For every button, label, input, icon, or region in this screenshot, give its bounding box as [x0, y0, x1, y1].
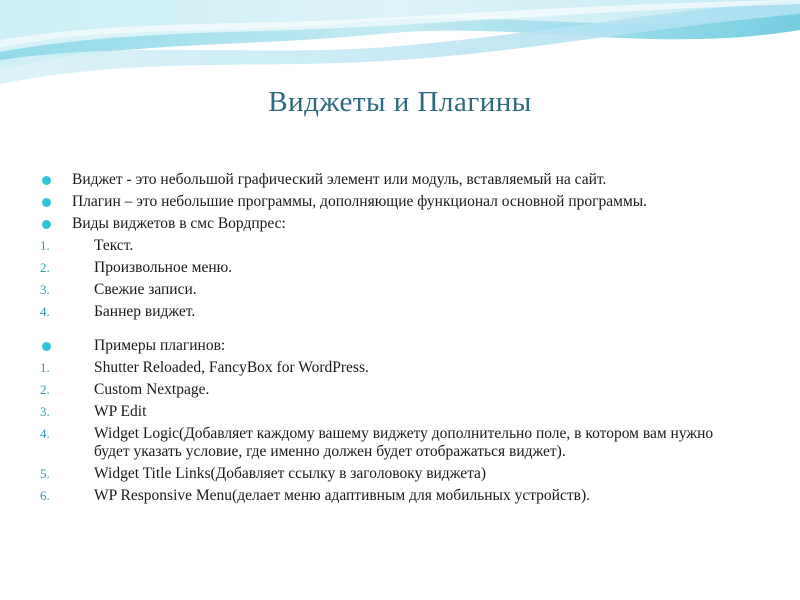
list-number: 3. — [40, 282, 50, 297]
list-item-text: Виды виджетов в смс Вордпрес: — [72, 215, 286, 232]
bullet-dot-icon — [42, 176, 51, 185]
numbered-list-item — [40, 381, 750, 399]
slide-title: Виджеты и Плагины — [268, 86, 532, 118]
bullet-dot-icon — [42, 342, 51, 351]
list-number: 2. — [40, 260, 50, 275]
list-number: 1. — [40, 238, 50, 253]
numbered-list-item — [40, 281, 750, 299]
list-item-text: Произвольное меню. — [94, 259, 233, 276]
bullet-list-item — [40, 215, 750, 233]
list-item-text: Shutter Reloaded, FancyBox for WordPress. — [94, 359, 369, 376]
list-number: 4. — [40, 304, 50, 319]
numbered-list-item — [40, 237, 750, 255]
numbered-list-item — [40, 487, 750, 505]
numbered-list-item — [40, 465, 750, 483]
numbered-list-item — [40, 359, 750, 377]
list-item-text: WP Edit — [94, 403, 147, 420]
list-item-text: Виджет - это небольшой графический элемент или модуль, вставляемый на сайт. — [72, 171, 607, 188]
list-item-text: Баннер виджет. — [94, 303, 196, 320]
bullet-list-item — [40, 193, 750, 211]
list-number: 2. — [40, 382, 50, 397]
list-number: 3. — [40, 404, 50, 419]
slide-content — [40, 171, 750, 509]
list-item-text: Widget Title Links(Добавляет ссылку в заголовоку виджета) — [94, 465, 487, 482]
list-item-text: Текст. — [94, 237, 134, 254]
numbered-list-item — [40, 303, 750, 321]
list-number: 1. — [40, 360, 50, 375]
numbered-list-item — [40, 259, 750, 277]
list-item-text: Примеры плагинов: — [94, 337, 226, 354]
list-item-text: Плагин – это небольшие программы, дополняющие функционал основной программы. — [72, 193, 648, 210]
list-number: 6. — [40, 488, 50, 503]
numbered-list-item — [40, 403, 750, 421]
bullet-list-item — [40, 337, 750, 355]
list-item-text: Свежие записи. — [94, 281, 197, 298]
bullet-dot-icon — [42, 198, 51, 207]
numbered-list-item — [40, 425, 750, 461]
list-number: 4. — [40, 426, 50, 441]
list-item-text: WP Responsive Menu(делает меню адаптивным для мобильных устройств). — [94, 487, 590, 504]
list-item-text: Custom Nextpage. — [94, 381, 210, 398]
bullet-dot-icon — [42, 220, 51, 229]
list-number: 5. — [40, 466, 50, 481]
bullet-list-item — [40, 171, 750, 189]
list-item-text: Widget Logic(Добавляет каждому вашему виджету дополнительно поле, в котором вам нужно будет указать условие, где именно должен будет отображаться виджет). — [94, 425, 714, 460]
